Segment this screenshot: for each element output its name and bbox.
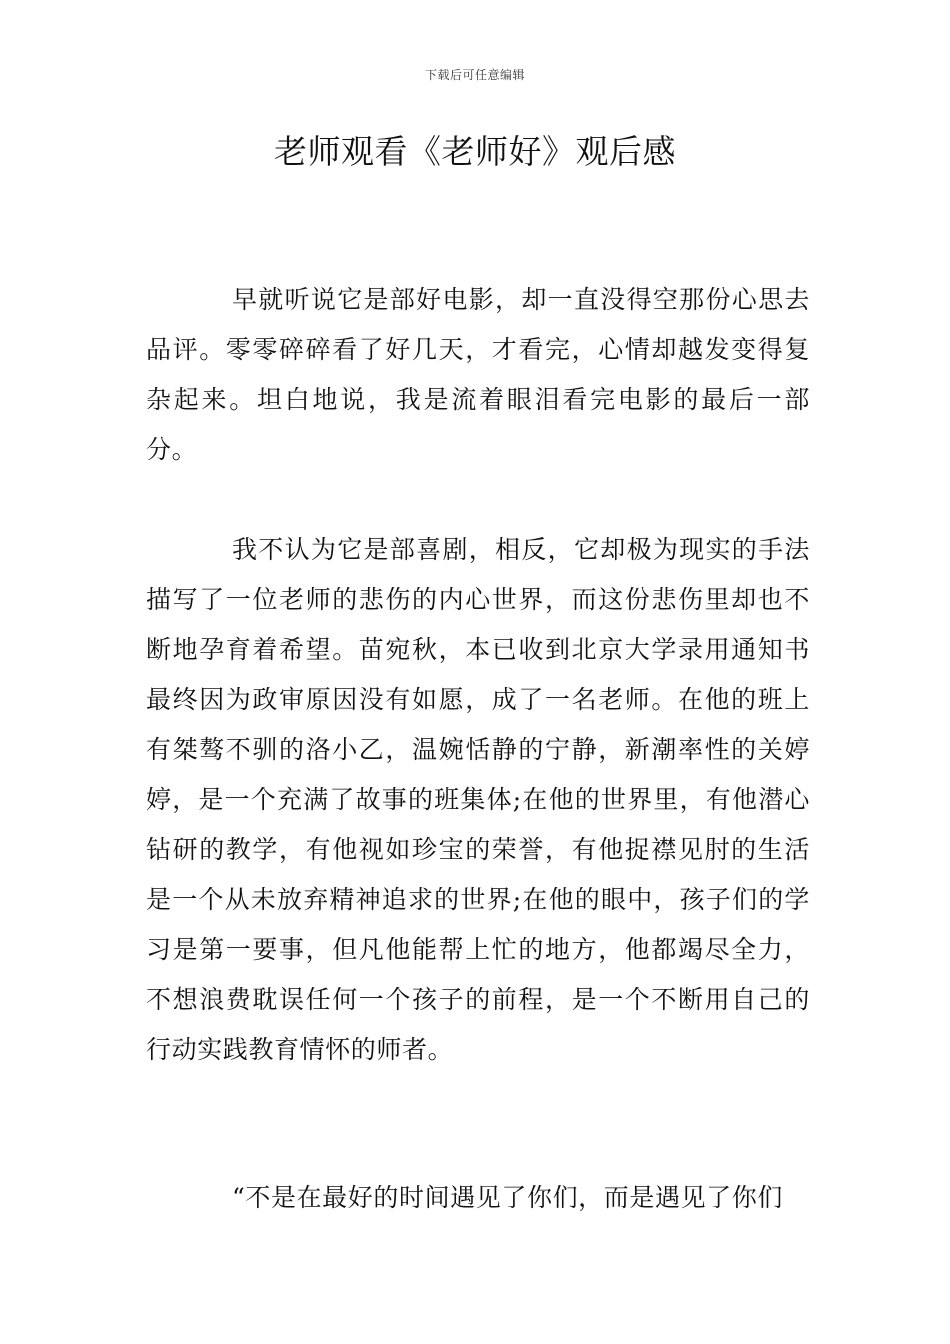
paragraph-3: “不是在最好的时间遇见了你们，而是遇见了你们	[232, 1183, 783, 1212]
document-title: 老师观看《老师好》观后感	[274, 132, 676, 171]
header-note: 下载后可任意编辑	[424, 68, 525, 82]
paragraph-block	[146, 1173, 810, 1223]
paragraph-2: 我不认为它是部喜剧，相反，它却极为现实的手法描写了一位老师的悲伤的内心世界，而这份悲伤里却也不断地孕育着希望。苗宛秋，本已收到北京大学录用通知书最终因为政审原因没有如愿，成了一名老师。在他的班上有桀骜不驯的洛小乙，温婉恬静的宁静，新潮率性的关婷婷，是一个充满了故事的班集体;在他的世界里，有他潜心钻研的教学，有他视如珍宝的荣誉，有他捉襟见肘的生活是一个从未放弃精神追求的世界;在他的眼中，孩子们的学习是第一要事，但凡他能帮上忙的地方，他都竭尽全力，不想浪费耽误任何一个孩子的前程，是一个不断用自己的行动实践教育情怀的师者。	[146, 535, 810, 1064]
paragraph-block	[146, 525, 810, 1075]
paragraph-block	[146, 275, 810, 475]
paragraph-1: 早就听说它是部好电影，却一直没得空那份心思去品评。零零碎碎看了好几天，才看完，心情却越发变得复杂起来。坦白地说，我是流着眼泪看完电影的最后一部分。	[146, 285, 810, 464]
